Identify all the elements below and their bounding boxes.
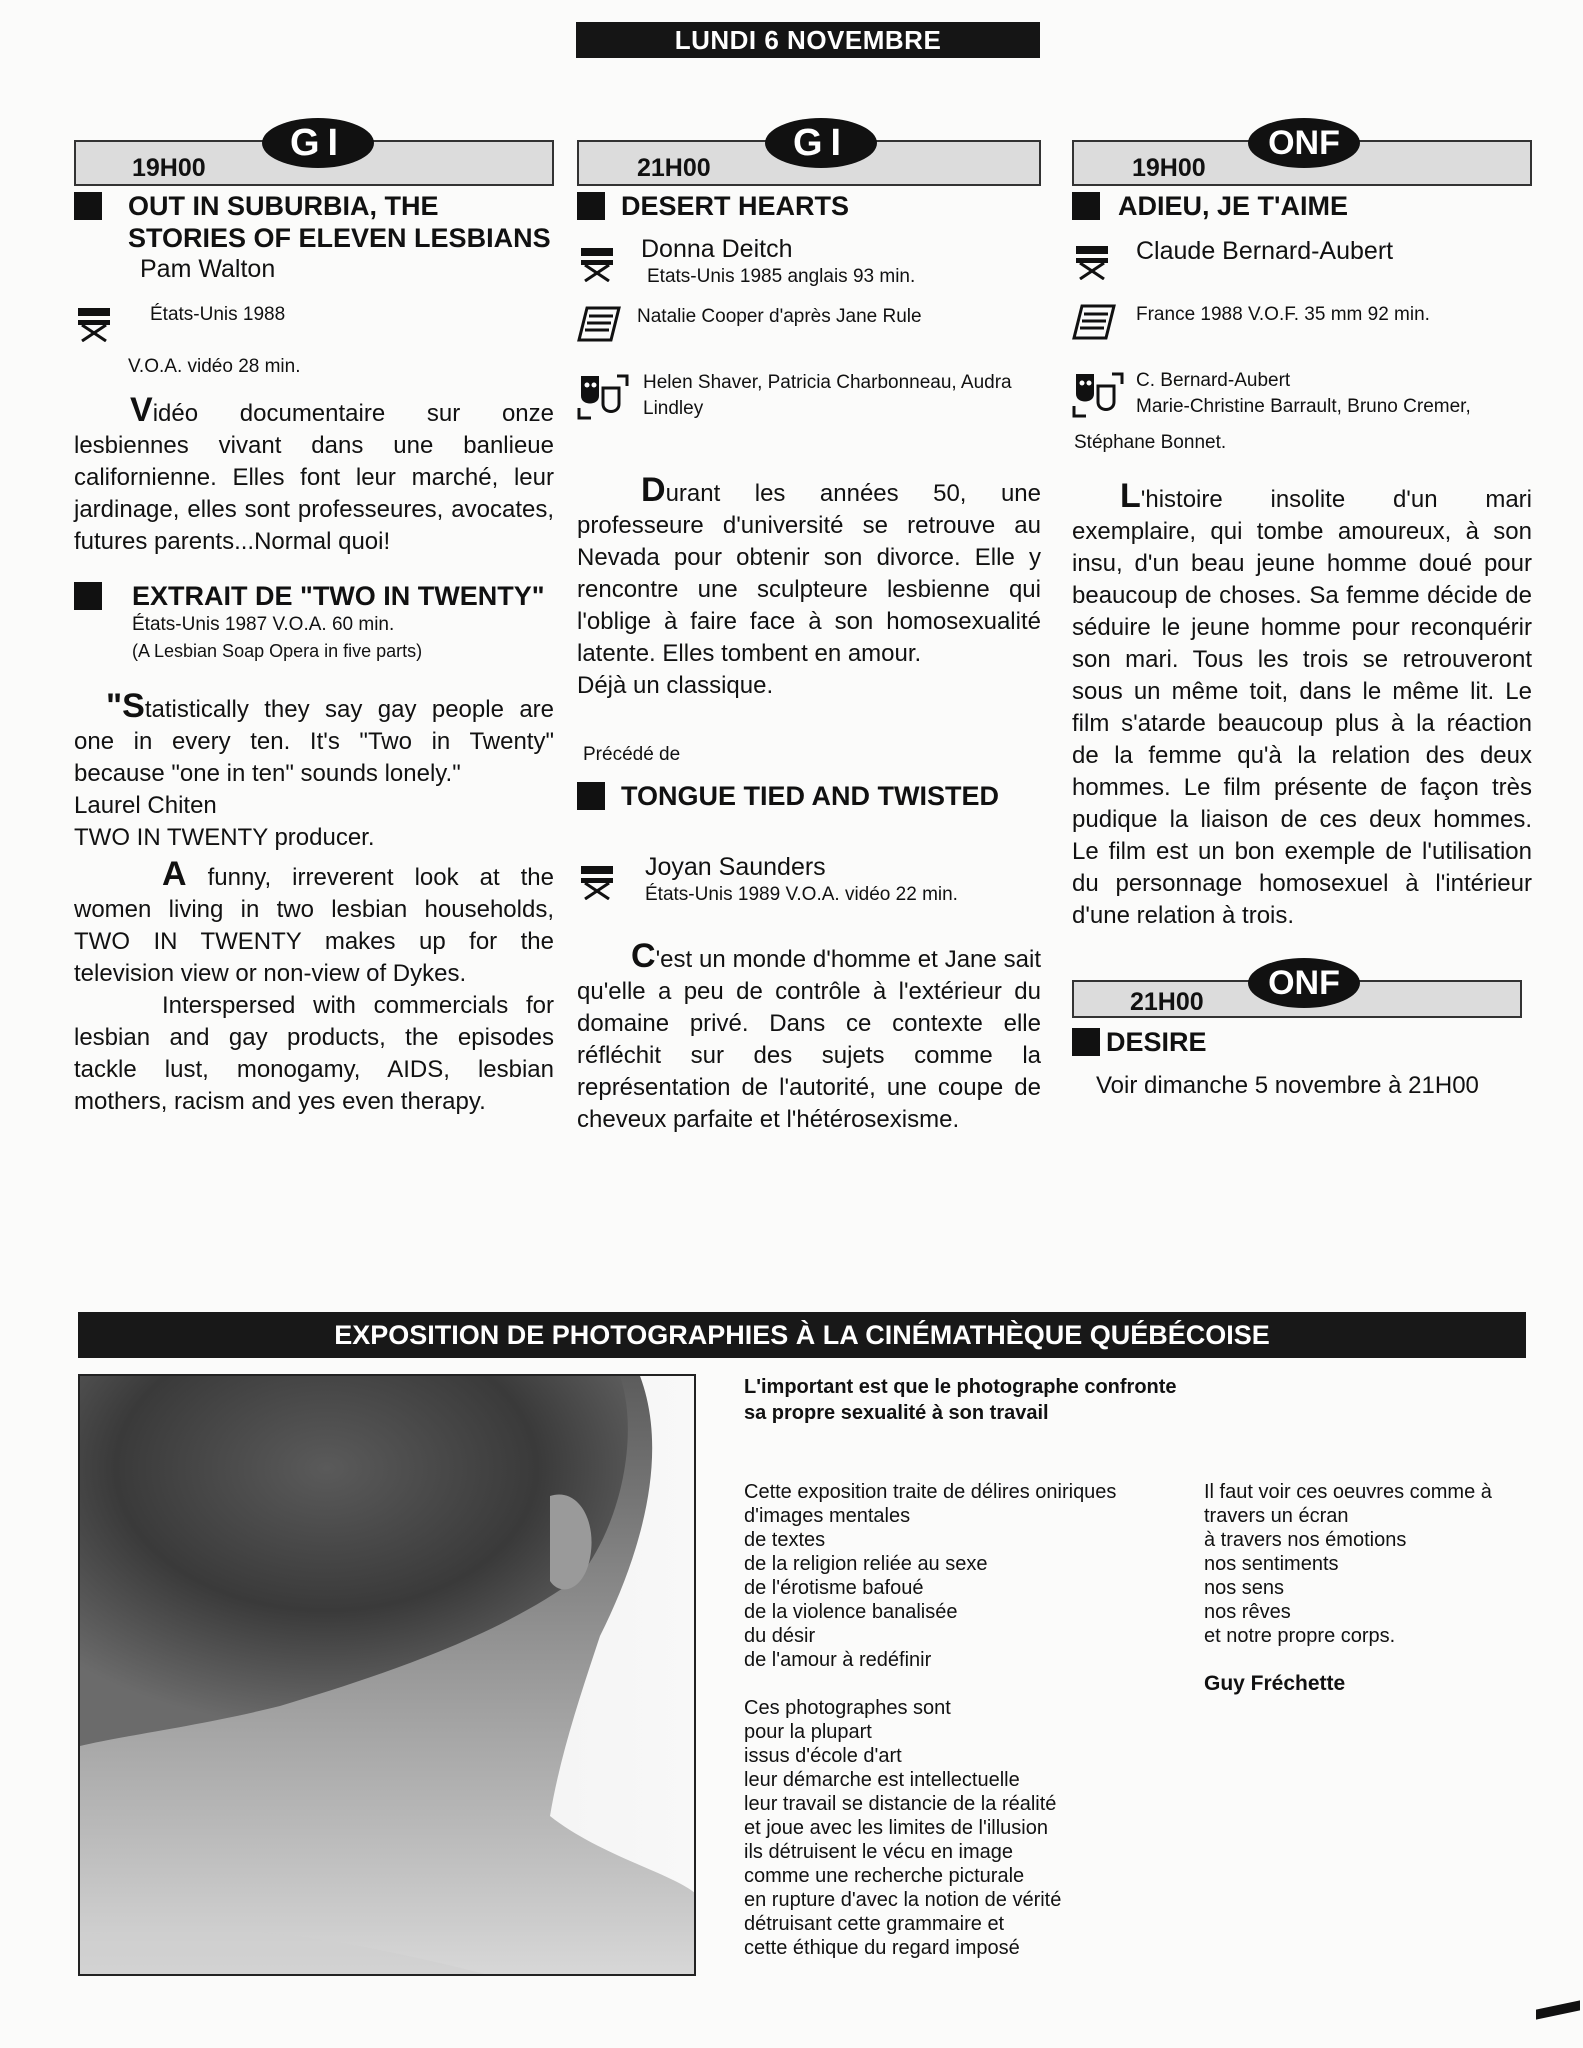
format-info: V.O.A. vidéo 28 min. <box>128 356 301 377</box>
subtitle-line: L'important est que le photographe confronte <box>744 1376 1177 1398</box>
description-text: 'est un monde d'homme et Jane sait qu'elle a peu de contrôle à l'extérieur du domaine privé. Dans ce contexte elle réfléchit sur des sujets comme la représentation de l'autorité, une coupe de cheveux parfaite et l'hétérosexisme. <box>577 946 1041 1133</box>
actors-masks-icon <box>577 370 631 420</box>
cast-list: Helen Shaver, Patricia Charbonneau, Audra Lindley <box>643 372 1012 419</box>
drop-cap: C <box>631 937 656 975</box>
bullet-square-icon <box>74 582 102 610</box>
column-2 <box>577 118 1041 1136</box>
film-meta: États-Unis 1987 V.O.A. 60 min. <box>132 614 395 635</box>
poem-line: et notre propre corps. <box>1204 1625 1396 1647</box>
drop-cap: V <box>130 391 153 429</box>
director-name: Donna Deitch <box>641 235 793 263</box>
poem-line: nos sens <box>1204 1577 1285 1599</box>
poem-stanza <box>744 1480 1184 1672</box>
meta-row <box>1072 302 1532 346</box>
cast-line: Marie-Christine Barrault, Bruno Cremer, <box>1136 396 1471 417</box>
screening-note: Voir dimanche 5 novembre à 21H00 <box>1096 1072 1479 1099</box>
poem-line: de la religion reliée au sexe <box>744 1553 988 1575</box>
poem-stanza <box>744 1696 1184 1960</box>
poem-line: pour la plupart <box>744 1721 872 1743</box>
timebar-19h00-onf <box>1072 118 1532 182</box>
exposition-subtitle <box>744 1374 1264 1426</box>
drop-cap: D <box>641 471 666 509</box>
venue-tag: GI <box>765 118 877 168</box>
paragraph: Interspersed with commercials for lesbian and gay products, the episodes tackle lust, monogamy, AIDS, lesbian mothers, racism and yes even therapy. <box>74 992 554 1115</box>
film-title-text: EXTRAIT DE "TWO IN TWENTY" <box>132 581 545 611</box>
drop-cap: L <box>1120 477 1141 515</box>
column-3 <box>1072 118 1532 1102</box>
film-title <box>1072 190 1532 222</box>
poem-line: leur démarche est intellectuelle <box>744 1769 1020 1791</box>
poem-line: comme une recherche picturale <box>744 1865 1025 1887</box>
cast-line: Stéphane Bonnet. <box>1074 432 1227 453</box>
script-icon <box>577 304 621 344</box>
film-title-text: DESERT HEARTS <box>621 191 850 221</box>
film-title <box>577 190 1041 222</box>
poem-line: et joue avec les limites de l'illusion <box>744 1817 1048 1839</box>
bullet-square-icon <box>1072 1028 1100 1056</box>
poem-line: leur travail se distancie de la réalité <box>744 1793 1057 1815</box>
film-title <box>1072 1026 1532 1058</box>
poem-line: à travers nos émotions <box>1204 1529 1407 1551</box>
bullet-square-icon <box>577 782 605 810</box>
drop-cap: A <box>162 855 187 893</box>
poem-line: ils détruisent le vécu en image <box>744 1841 1014 1863</box>
film-title-text: TONGUE TIED AND TWISTED <box>621 781 999 811</box>
director-chair-icon <box>1072 240 1112 280</box>
film-title-text: DESIRE <box>1106 1027 1207 1057</box>
photograph <box>80 1376 696 1976</box>
paragraph <box>74 855 554 990</box>
description-text: idéo documentaire sur onze lesbiennes vivant dans une banlieue californienne. Elles font leur marché, leur jardinage, elles sont professeures, avocates, futures parents...Normal quoi! <box>74 400 554 555</box>
script-icon <box>1072 302 1116 342</box>
film-description <box>577 471 1041 670</box>
bullet-square-icon <box>577 192 605 220</box>
photo-head-back <box>78 1374 696 1976</box>
director-name: Claude Bernard-Aubert <box>1136 237 1394 265</box>
venue-tag: ONF <box>1248 118 1360 168</box>
timebar-21h00-gi <box>577 118 1041 182</box>
director-chair-icon <box>577 860 617 900</box>
director-chair-icon <box>74 302 114 342</box>
poem-line: nos sentiments <box>1204 1553 1339 1575</box>
film-title <box>74 190 554 254</box>
quote-text: tatistically they say gay people are one in every ten. It's "Two in Twenty" because "one in ten" sounds lonely." <box>74 696 554 787</box>
director-chair-icon <box>577 242 617 282</box>
exposition-banner: EXPOSITION DE PHOTOGRAPHIES À LA CINÉMATHÈQUE QUÉBÉCOISE <box>78 1312 1526 1358</box>
poem-line: issus d'école d'art <box>744 1745 902 1767</box>
poem-line: de l'érotisme bafoué <box>744 1577 924 1599</box>
film-title-text: OUT IN SUBURBIA, THE STORIES OF ELEVEN LESBIANS <box>128 191 551 253</box>
film-meta: Etats-Unis 1985 anglais 93 min. <box>647 266 916 287</box>
poem-stanza <box>1204 1480 1534 1648</box>
poem-line: Il faut voir ces oeuvres comme à <box>1204 1481 1492 1503</box>
film-subtitle: (A Lesbian Soap Opera in five parts) <box>132 641 423 661</box>
poem-line: Cette exposition traite de délires oniriques <box>744 1481 1117 1503</box>
director-row <box>577 234 1041 292</box>
director-row <box>577 852 1041 914</box>
description-text: urant les années 50, une professeure d'université se retrouve au Nevada pour obtenir son divorce. Elle y rencontre une sculpteure lesbienne qui l'oblige à faire face à son homosexualité latente. Elles tombent en amour. <box>577 480 1041 667</box>
poem-line: de textes <box>744 1529 826 1551</box>
film-title <box>74 580 554 612</box>
column-1 <box>74 118 554 1118</box>
film-title-text: ADIEU, JE T'AIME <box>1118 191 1348 221</box>
poem-line: détruisant cette grammaire et <box>744 1913 1005 1935</box>
poem-line: de la violence banalisée <box>744 1601 958 1623</box>
screening-time: 19H00 <box>1132 154 1206 182</box>
film-meta: États-Unis 1989 V.O.A. vidéo 22 min. <box>645 884 958 905</box>
cast-row <box>577 370 1041 426</box>
drop-cap: "S <box>106 687 145 725</box>
quote-author: Laurel Chiten <box>74 792 217 819</box>
film-description <box>1072 477 1532 932</box>
bullet-square-icon <box>1072 192 1100 220</box>
director-name: Pam Walton <box>140 255 276 283</box>
subtitle-line: sa propre sexualité à son travail <box>744 1402 1049 1424</box>
meta-row <box>74 302 554 342</box>
timebar-19h00-gi <box>74 118 554 182</box>
poem-line: Ces photographes sont <box>744 1697 951 1719</box>
venue-tag: ONF <box>1248 958 1360 1008</box>
actors-masks-icon <box>1072 368 1126 418</box>
cast-line: C. Bernard-Aubert <box>1136 370 1291 391</box>
author-signature: Guy Fréchette <box>1204 1672 1346 1695</box>
poem-line: nos rêves <box>1204 1601 1291 1623</box>
poem-line: du désir <box>744 1625 816 1647</box>
description-text: 'histoire insolite d'un mari exemplaire, qui tombe amoureux, à son insu, d'un beau jeune homme doué pour beaucoup de choses. Sa femme décide de séduire le jeune homme pour reconquérir son mari. Tous les trois se retrouveront sous un même toit, dans le même lit. Le film s'atarde beaucoup plus à la réaction de la femme qu'à la relation des deux hommes. Le film présente de façon très pudique la liaison de ces deux hommes. Le film est un bon exemple de l'utilisation du personnage homosexuel à l'intérieur d'une relation à trois. <box>1072 486 1532 929</box>
timebar-21h00-onf <box>1072 958 1522 1016</box>
screening-time: 19H00 <box>132 154 206 182</box>
poem-line: d'images mentales <box>744 1505 911 1527</box>
director-name: Joyan Saunders <box>645 853 826 881</box>
poem-left <box>744 1480 1184 1984</box>
director-row <box>1072 236 1532 280</box>
poem-line: de l'amour à redéfinir <box>744 1649 932 1671</box>
writer-row <box>577 304 1041 348</box>
cast-row <box>1072 368 1532 420</box>
poem-line: cette éthique du regard imposé <box>744 1937 1020 1959</box>
country-year: États-Unis 1988 <box>150 304 286 325</box>
film-description <box>74 391 554 558</box>
writer-credit: Natalie Cooper d'après Jane Rule <box>637 306 922 327</box>
date-banner: LUNDI 6 NOVEMBRE <box>576 22 1040 58</box>
quote <box>74 687 554 790</box>
film-title <box>577 780 1041 812</box>
screening-time: 21H00 <box>1130 988 1204 1016</box>
poem-line: en rupture d'avec la notion de vérité <box>744 1889 1062 1911</box>
quote-role: TWO IN TWENTY producer. <box>74 824 375 851</box>
poem-line: travers un écran <box>1204 1505 1349 1527</box>
corner-mark <box>1536 2000 1580 2019</box>
film-meta: France 1988 V.O.F. 35 mm 92 min. <box>1136 304 1430 325</box>
bullet-square-icon <box>74 192 102 220</box>
screening-time: 21H00 <box>637 154 711 182</box>
poem-right <box>1204 1480 1534 1696</box>
paragraph-text: funny, irreverent look at the women living in two lesbian households, TWO IN TWENTY makes up for the television view or non-view of Dykes. <box>74 864 554 987</box>
preceded-by: Précédé de <box>583 744 681 765</box>
description-end: Déjà un classique. <box>577 672 774 699</box>
film-description <box>577 937 1041 1136</box>
venue-tag: GI <box>262 118 374 168</box>
